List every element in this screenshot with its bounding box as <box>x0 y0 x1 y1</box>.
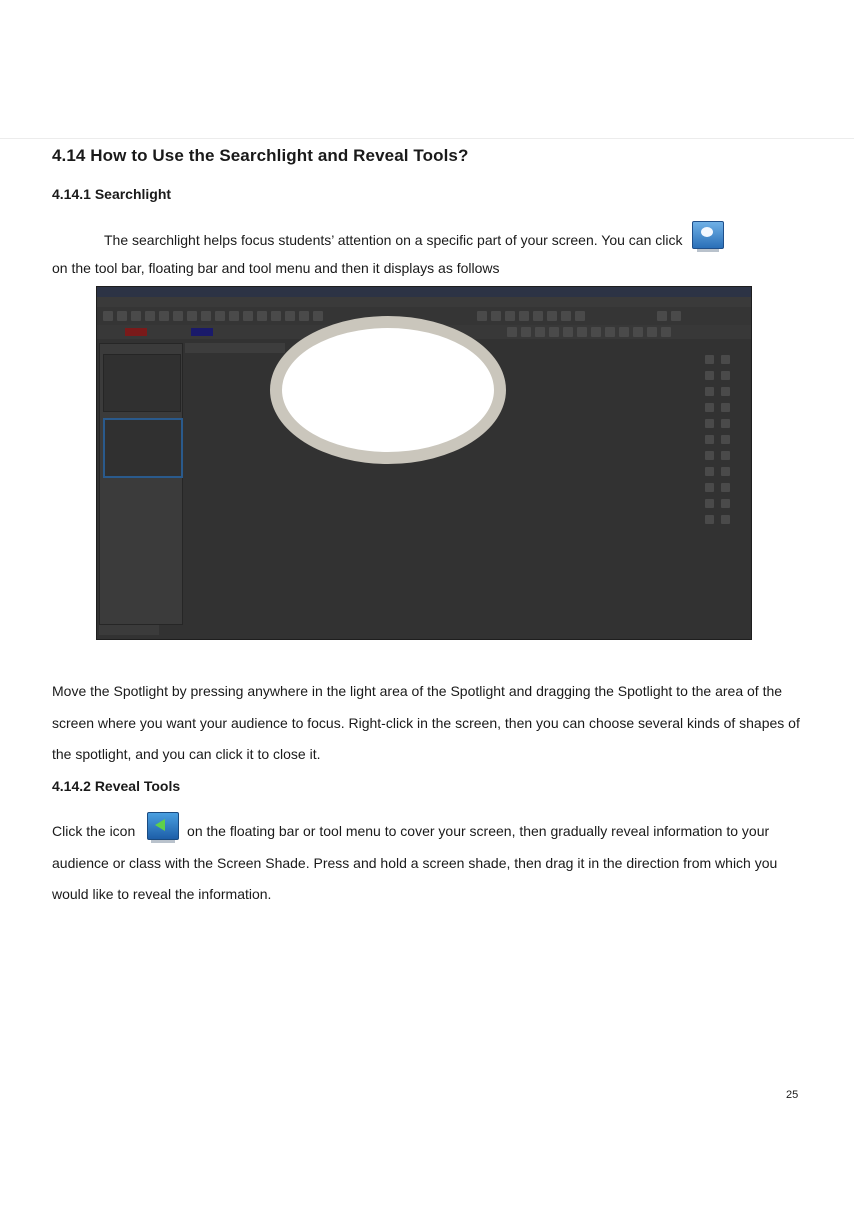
spotlight-circle <box>270 316 506 464</box>
searchlight-icon <box>692 221 724 249</box>
app-tool-palette <box>701 353 741 543</box>
searchlight-description: Move the Spotlight by pressing anywhere in the light area of the Spotlight and dragging the Spotlight to the area of the screen where you want your audience to focus. Right-click in the screen, then you can choose several kinds of shapes of the spotlight, and you can click it to close it. <box>52 683 800 762</box>
searchlight-intro-continued: on the tool bar, floating bar and tool menu and then it displays as follows <box>52 260 500 276</box>
header-rule <box>0 138 854 139</box>
screen-shade-icon <box>147 812 179 840</box>
searchlight-intro <box>52 221 812 257</box>
app-page-tab <box>185 343 285 353</box>
reveal-text-before-icon: Click the icon <box>52 823 136 839</box>
searchlight-heading: 4.14.1 Searchlight <box>52 186 172 202</box>
section-title: 4.14 How to Use the Searchlight and Reveal Tools? <box>52 146 469 165</box>
app-menubar <box>97 297 751 307</box>
reveal-description <box>52 812 812 911</box>
reveal-heading: 4.14.2 Reveal Tools <box>52 778 181 794</box>
reveal-text-after-icon: on the floating bar or tool menu to cover your screen, then gradually reveal information to your audience or class with the Screen Shade. Press and hold a screen shade, then drag it in the direction from which you would like to reveal the information. <box>52 823 778 902</box>
app-statusbar <box>99 625 159 635</box>
page-number: 25 <box>786 1089 799 1101</box>
searchlight-intro-text: The searchlight helps focus students’ attention on a specific part of your screen. You can click <box>104 232 683 248</box>
app-titlebar <box>97 287 751 297</box>
app-page-thumbnails <box>99 343 183 625</box>
